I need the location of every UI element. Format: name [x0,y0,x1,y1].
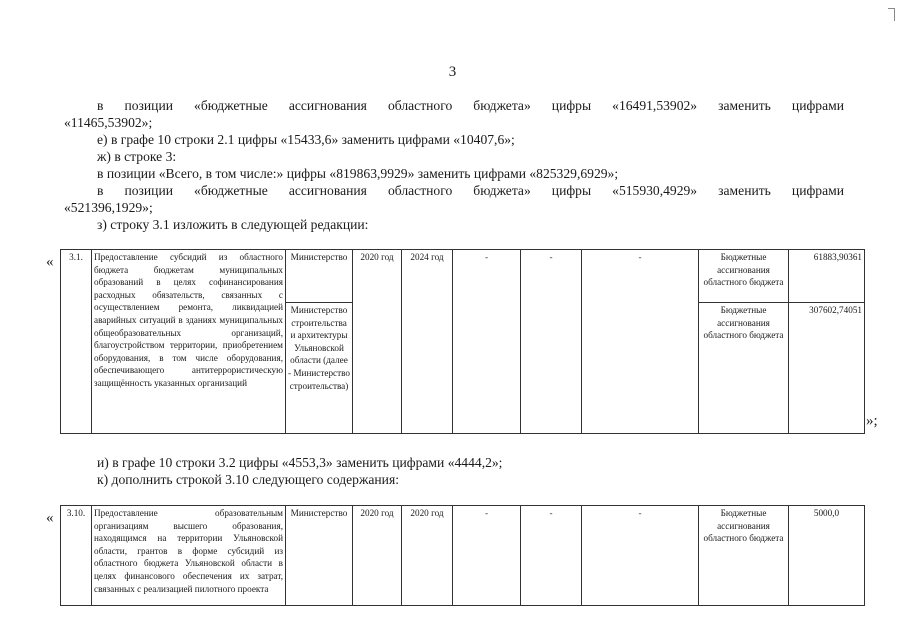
row-number: 3.1. [61,250,92,434]
start-year: 2020 год [353,250,402,434]
end-year: 2020 год [402,506,453,606]
page-corner-mark [888,8,895,21]
paragraph-item-zh: ж) в строке 3: [97,149,177,164]
executor-1: Министерство [286,250,353,303]
paragraph-budget-change-1: в позиции «бюджетные ассигнования областного бюджета» цифры «16491,53902» заменить цифрами [97,98,844,113]
funding-amount-2: 307602,74051 [789,303,865,434]
funding-source-2: Бюджетные ассигнования областного бюджета [699,303,789,434]
paragraph-budget-change-1-cont: «11465,53902»; [64,115,153,130]
open-quote-2: « [46,510,54,526]
start-year: 2020 год [353,506,402,606]
paragraph-total-change: в позиции «Всего, в том числе:» цифры «819863,9929» заменить цифрами «825329,6929»; [97,166,619,181]
indicator-dash-3: - [582,506,699,606]
row-description: Предоставление образовательным организациям высшего образования, находящимся на территории Ульяновской области, грантов в форме субсидий из областного бюджета Ульяновской области в целях финансового обеспечения их затрат, связанных с реализацией пилотного проекта [92,506,286,606]
paragraph-budget-change-2-cont: «521396,1929»; [64,200,153,215]
executor: Министерство [286,506,353,606]
indicator-dash-2: - [521,506,582,606]
indicator-dash-1: - [453,506,521,606]
end-year: 2024 год [402,250,453,434]
paragraph-item-i: и) в графе 10 строки 3.2 цифры «4553,3» заменить цифрами «4444,2»; [97,455,503,470]
paragraph-item-e: е) в графе 10 строки 2.1 цифры «15433,6» заменить цифрами «10407,6»; [97,132,515,147]
open-quote-1: « [46,254,54,270]
funding-amount-1: 61883,90361 [789,250,865,303]
page-number: 3 [448,64,457,80]
row-description: Предоставление субсидий из областного бюджета бюджетам муниципальных образований в целях софинансирования расходных обязательств, связанных с осуществлением ремонта, ликвидацией аварийных ситуаций в зданиях муниципальных общеобразовательных организаций, благоустройством территории, приобретением оборудования, в том числе оборудования, обеспечивающего антитеррористическую защищённость указанных организаций [92,250,286,434]
paragraph-item-k: к) дополнить строкой 3.10 следующего содержания: [97,472,399,487]
funding-amount: 5000,0 [789,506,865,606]
executor-2: Министерство строительства и архитектуры Ульяновской области (далее - Министерство строительства) [286,303,353,434]
row-number: 3.10. [61,506,92,606]
close-quote-1: »; [866,413,878,429]
paragraph-item-z: з) строку 3.1 изложить в следующей редакции: [97,217,369,232]
indicator-dash-2: - [521,250,582,434]
indicator-dash-1: - [453,250,521,434]
table-row-3-10 [60,505,865,606]
table-row-3-1 [60,249,865,434]
paragraph-budget-change-2: в позиции «бюджетные ассигнования областного бюджета» цифры «515930,4929» заменить цифрами [97,183,844,198]
indicator-dash-3: - [582,250,699,434]
funding-source-1: Бюджетные ассигнования областного бюджета [699,250,789,303]
funding-source: Бюджетные ассигнования областного бюджета [699,506,789,606]
